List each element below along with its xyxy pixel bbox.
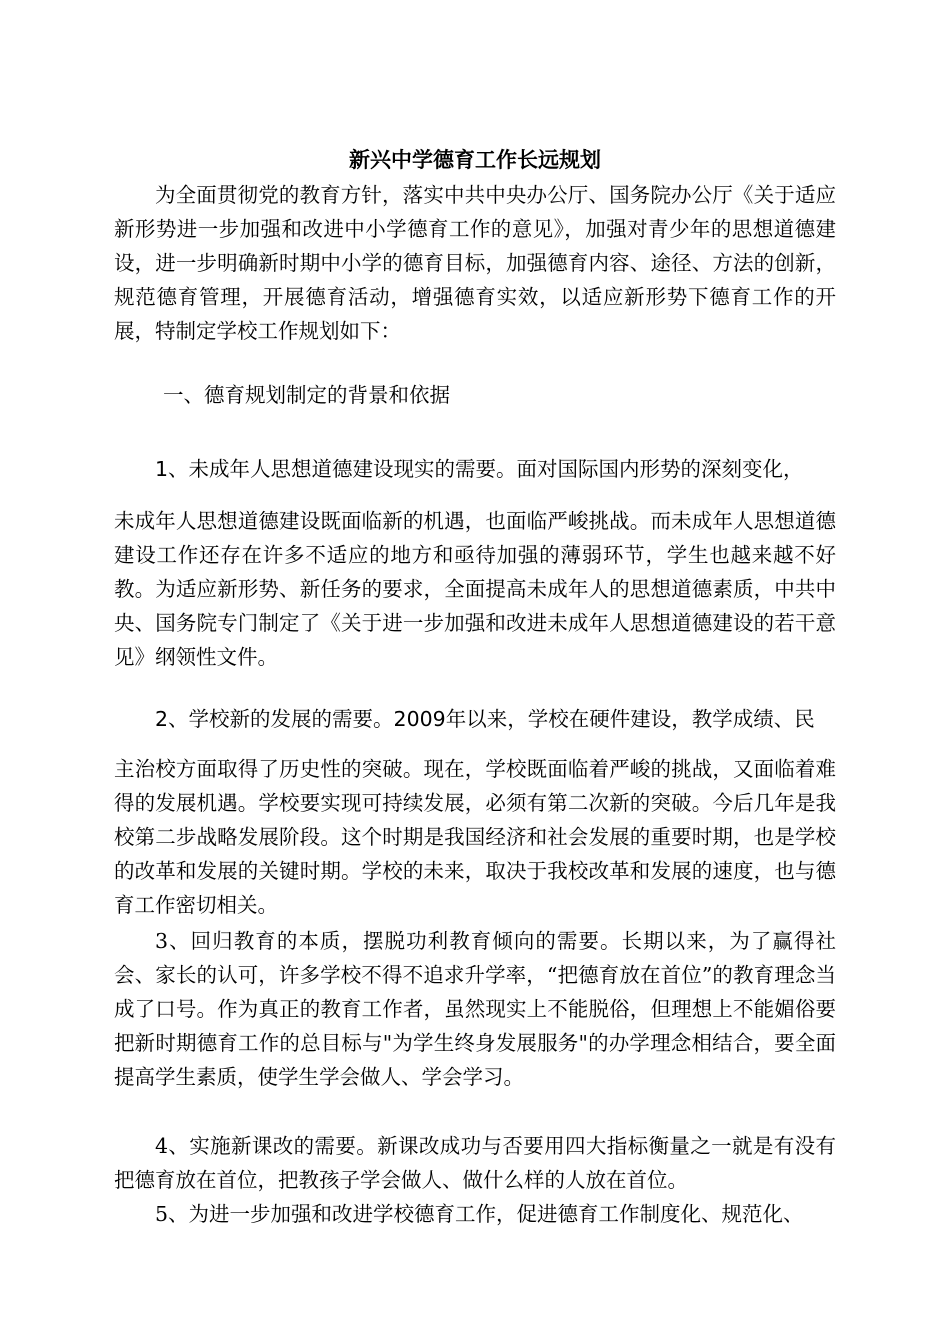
- item-2-number: 2: [155, 707, 169, 731]
- item-2-continuation: 主治校方面取得了历史性的突破。现在，学校既面临着严峻的挑战，又面临着难得的发展机遇。学校要实现可持续发展，必须有第二次新的突破。今后几年是我校第二步战略发展阶段。这个时期是我国经济和社会发展的重要时期，也是学校的改革和发展的关键时期。学校的未来，取决于我校改革和发展的速度，也与德育工作密切相关。: [114, 757, 836, 917]
- item-4-paragraph: 4、实施新课改的需要。新课改成功与否要用四大指标衡量之一就是有没有把德育放在首位，把教孩子学会做人、做什么样的人放在首位。: [114, 1134, 836, 1192]
- item-2-first-text-b: 年以来，学校在硬件建设，教学成绩、民: [445, 707, 815, 731]
- item-2-first-line: [114, 702, 836, 736]
- item-1-continuation: 未成年人思想道德建设既面临新的机遇，也面临严峻挑战。而未成年人思想道德建设工作还存在许多不适应的地方和亟待加强的薄弱环节，学生也越来越不好教。为适应新形势、新任务的要求，全面提高未成年人的思想道德素质，中共中央、国务院专门制定了《关于进一步加强和改进未成年人思想道德建设的若干意见》纲领性文件。: [114, 509, 836, 669]
- item-1-number: 1: [155, 457, 169, 481]
- intro-paragraph: 为全面贯彻党的教育方针，落实中共中央办公厅、国务院办公厅《关于适应新形势进一步加强和改进中小学德育工作的意见》，加强对青少年的思想道德建设，进一步明确新时期中小学的德育目标，加强德育内容、途径、方法的创新，规范德育管理，开展德育活动，增强德育实效，以适应新形势下德育工作的开展，特制定学校工作规划如下：: [114, 183, 836, 343]
- document-title: 新兴中学德育工作长远规划: [349, 148, 601, 172]
- item-1-first-line: [114, 452, 836, 486]
- item-1-first-text: 、未成年人思想道德建设现实的需要。面对国际国内形势的深刻变化，: [168, 457, 804, 481]
- section-heading-background: 一、德育规划制定的背景和依据: [163, 383, 450, 407]
- item-3-paragraph: 3、回归教育的本质，摆脱功利教育倾向的需要。长期以来，为了赢得社会、家长的认可，许多学校不得不追求升学率，“把德育放在首位”的教育理念当成了口号。作为真正的教育工作者，虽然现实上不能脱俗，但理想上不能媚俗要把新时期德育工作的总目标与"为学生终身发展服务"的办学理念相结合，要全面提高学生素质，使学生学会做人、学会学习。: [114, 929, 836, 1089]
- item-2-year: 2009: [393, 707, 446, 731]
- item-2-first-text-a: 、学校新的发展的需要。: [168, 707, 394, 731]
- item-5-paragraph: 5、为进一步加强和改进学校德育工作，促进德育工作制度化、规范化、: [155, 1202, 804, 1226]
